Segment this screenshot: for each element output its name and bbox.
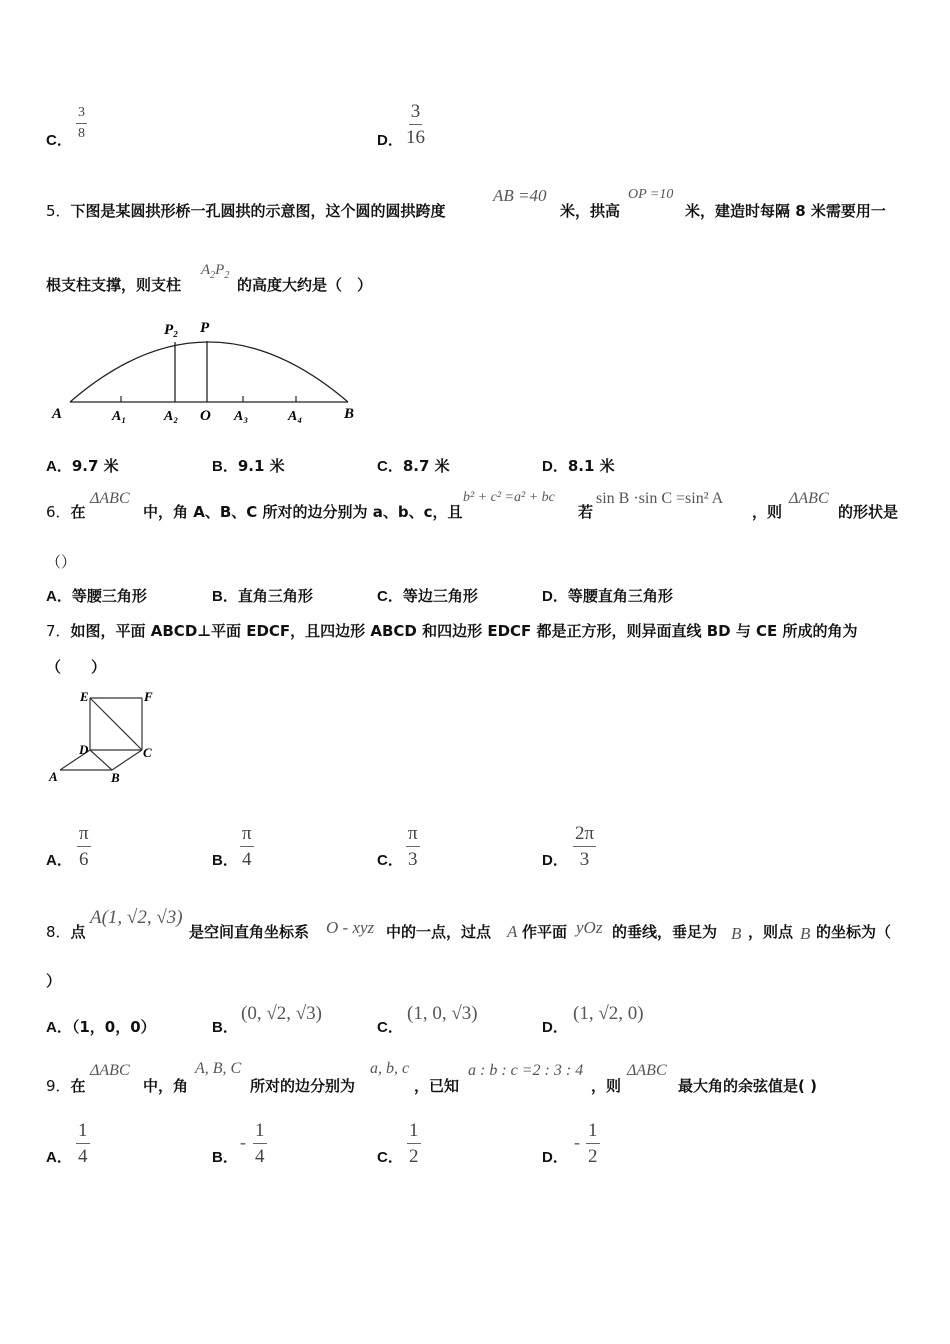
label-a2: A₂: [164, 409, 179, 424]
q5-option-c-label: C．: [377, 458, 403, 475]
q8-text-a: 点: [70, 923, 86, 941]
q7-option-d-label[interactable]: D．: [542, 852, 568, 869]
q8-option-a-text: （1，0，0）: [71, 1018, 156, 1036]
q9-number: 9．: [46, 1077, 71, 1095]
q6-text-c: 若: [578, 503, 594, 521]
label-a: A: [52, 406, 63, 422]
q7-c-denominator: 3: [408, 849, 418, 870]
label-a1: A₁: [112, 409, 127, 424]
q9-option-d-label[interactable]: D．: [542, 1149, 568, 1166]
q9-option-b-fraction: [253, 1121, 267, 1166]
q4-c-numerator: 3: [76, 106, 87, 124]
q9-option-d-fraction: [586, 1121, 600, 1166]
q9-option-a-fraction: [76, 1121, 90, 1166]
q6-text-a: 在: [70, 503, 86, 521]
q7-c-numerator: π: [406, 824, 420, 847]
q7-d-denominator: 3: [579, 849, 590, 870]
q5-a2p2-a: A: [201, 262, 211, 278]
q5-math-ab: AB =40: [493, 186, 547, 205]
q9-text-b: 中，角: [143, 1077, 189, 1095]
q9-text-a: 在: [70, 1077, 86, 1095]
q9-option-d-sign: -: [574, 1132, 580, 1152]
q7-b-denominator: 4: [242, 849, 252, 870]
q4-c-denominator: 8: [78, 126, 85, 141]
q5-text-e: 的高度大约是（ ）: [237, 276, 373, 294]
q8-text-b: 是空间直角坐标系: [189, 923, 310, 941]
q7-option-a-label[interactable]: A．: [46, 852, 72, 869]
q9-math-sides: a, b, c: [370, 1060, 410, 1077]
q4-option-c-fraction: [76, 106, 87, 141]
q5-option-d-text: 8.1 米: [567, 457, 615, 475]
q5-number: 5．: [46, 202, 71, 220]
q6-text-f: （）: [46, 553, 77, 571]
q7-option-d-fraction: [573, 824, 596, 869]
q6-line1-start: [46, 501, 86, 522]
q8-text-d: 作平面: [522, 923, 568, 941]
label-p: P: [200, 320, 210, 336]
q5-arch-figure: [40, 312, 370, 427]
q5-math-op: OP =10: [628, 187, 674, 202]
q6-math-tri-1: ΔABC: [90, 490, 130, 507]
q6-math-cond: b² + c² =a² + bc: [463, 490, 555, 505]
q8-math-b-1: B: [731, 924, 742, 943]
q6-text-b: 中，角 A、B、C 所对的边分别为 a、b、c，且: [143, 503, 463, 521]
q5-text-b: 米，拱高: [560, 202, 621, 220]
q4-option-d-label: D．: [377, 132, 403, 149]
q8-text-f: ，则点: [748, 923, 794, 941]
q5-option-a-text: 9.7 米: [71, 457, 119, 475]
q4-d-denominator: 16: [406, 127, 425, 148]
q8-option-a-label: A．: [46, 1019, 72, 1036]
q6-option-d-text: 等腰直角三角形: [567, 587, 673, 605]
q9-math-tri-2: ΔABC: [627, 1062, 667, 1079]
q6-math-tri-2: ΔABC: [789, 490, 829, 507]
q8-option-a[interactable]: [46, 1016, 156, 1037]
q9-math-tri-1: ΔABC: [90, 1062, 130, 1079]
q5-option-d-label: D．: [542, 458, 568, 475]
q8-number: 8．: [46, 923, 71, 941]
q8-text-g: 的坐标为（: [816, 923, 892, 941]
q4-option-c-label: C．: [46, 132, 72, 149]
q6-option-a-text: 等腰三角形: [71, 587, 147, 605]
q9-d-numerator: 1: [586, 1121, 600, 1144]
q9-line1-start: [46, 1075, 86, 1096]
q5-option-b-label: B．: [212, 458, 238, 475]
q9-option-c-fraction: [407, 1121, 421, 1166]
q6-option-d-label: D．: [542, 588, 568, 605]
q4-option-d-fraction: [406, 102, 425, 147]
q7-label-d: D: [79, 742, 89, 757]
q6-option-b[interactable]: [212, 585, 313, 606]
q7-option-a-fraction: [77, 824, 91, 869]
q5-text-a: 下图是某圆拱形桥一孔圆拱的示意图，这个圆的圆拱跨度: [70, 202, 446, 220]
q8-option-c-text: (1, 0, √3): [407, 1003, 478, 1024]
q8-math-system: O - xyz: [326, 918, 375, 937]
q5-option-b[interactable]: [212, 455, 285, 476]
q9-c-denominator: 2: [409, 1146, 419, 1167]
q8-math-b-2: B: [800, 924, 811, 943]
q9-option-a-label[interactable]: A．: [46, 1149, 72, 1166]
q8-math-a: A: [507, 922, 518, 941]
q9-text-d: ，已知: [414, 1077, 460, 1095]
q5-a2p2-p: P: [215, 262, 225, 278]
q5-line1: [46, 200, 446, 221]
q6-number: 6．: [46, 503, 71, 521]
q9-option-c-label[interactable]: C．: [377, 1149, 403, 1166]
q8-option-c-label[interactable]: C．: [377, 1019, 403, 1036]
q9-b-denominator: 4: [255, 1146, 265, 1167]
q8-text-e: 的垂线，垂足为: [612, 923, 718, 941]
q8-option-d-text: (1, √2, 0): [573, 1003, 644, 1024]
q6-option-b-label: B．: [212, 588, 238, 605]
q8-option-b-label[interactable]: B．: [212, 1019, 238, 1036]
q7-text: 如图，平面 ABCD⊥平面 EDCF，且四边形 ABCD 和四边形 EDCF 都是正方形，则异面直线 BD 与 CE 所成的角为: [70, 622, 858, 640]
label-o: O: [200, 408, 211, 424]
q6-option-d[interactable]: [542, 585, 673, 606]
q8-math-plane: yOz: [576, 918, 603, 937]
q7-label-b: B: [111, 770, 120, 785]
q7-line1: [46, 620, 858, 641]
q7-option-c-label[interactable]: C．: [377, 852, 403, 869]
label-a3: A₃: [234, 409, 249, 424]
q7-number: 7．: [46, 622, 71, 640]
q9-text-c: 所对的边分别为: [250, 1077, 356, 1095]
q6-option-c-label: C．: [377, 588, 403, 605]
q6-text-d: ，则: [752, 503, 783, 521]
q9-text-e: ，则: [591, 1077, 622, 1095]
q7-text-b: （ ）: [46, 658, 107, 676]
q5-option-a[interactable]: [46, 455, 119, 476]
q8-line1-start: [46, 921, 86, 942]
q9-a-numerator: 1: [76, 1121, 90, 1144]
q5-math-a2p2: [201, 262, 229, 281]
q9-option-b-sign: -: [240, 1132, 246, 1152]
q9-math-angles: A, B, C: [195, 1060, 242, 1077]
q8-math-point: A(1, √2, √3): [90, 907, 183, 928]
q6-text-e: 的形状是: [838, 503, 899, 521]
q6-option-a[interactable]: [46, 585, 147, 606]
q6-option-c[interactable]: [377, 585, 478, 606]
q8-text-h: ）: [46, 972, 62, 990]
q6-option-a-label: A．: [46, 588, 72, 605]
q8-option-d-label[interactable]: D．: [542, 1019, 568, 1036]
q5-text-c: 米，建造时每隔 8 米需要用一: [685, 202, 886, 220]
q7-b-numerator: π: [240, 824, 254, 847]
q9-math-ratio: a : b : c =2 : 3 : 4: [468, 1062, 584, 1079]
q5-a2p2-sub1: 2: [210, 270, 216, 281]
label-p2: P₂: [164, 322, 179, 338]
q4-d-numerator: 3: [409, 102, 423, 125]
q5-option-c[interactable]: [377, 455, 450, 476]
q9-option-b-label[interactable]: B．: [212, 1149, 238, 1166]
q7-a-numerator: π: [77, 824, 91, 847]
q7-label-c: C: [143, 745, 152, 760]
q6-math-sin: sin B ·sin C =sin² A: [596, 490, 724, 507]
label-b: B: [344, 406, 355, 422]
q9-a-denominator: 4: [78, 1146, 88, 1167]
q9-d-denominator: 2: [588, 1146, 598, 1167]
q8-option-b-text: (0, √2, √3): [241, 1003, 323, 1024]
q7-a-denominator: 6: [79, 849, 89, 870]
q9-c-numerator: 1: [407, 1121, 421, 1144]
arch-curve: [70, 342, 348, 402]
q7-option-b-fraction: [240, 824, 254, 869]
q5-option-d[interactable]: [542, 455, 615, 476]
q8-text-c: 中的一点，过点: [386, 923, 492, 941]
q5-option-b-text: 9.1 米: [237, 457, 285, 475]
q7-label-e: E: [80, 689, 89, 704]
label-a4: A₄: [288, 409, 303, 424]
q5-option-a-label: A．: [46, 458, 72, 475]
q6-option-b-text: 直角三角形: [237, 587, 313, 605]
q7-option-b-label[interactable]: B．: [212, 852, 238, 869]
q5-a2p2-sub2: 2: [224, 270, 230, 281]
q7-label-f: F: [144, 689, 153, 704]
q7-label-a: A: [49, 769, 58, 784]
q5-text-d: 根支柱支撑，则支柱: [46, 276, 182, 294]
q6-option-c-text: 等边三角形: [402, 587, 478, 605]
q9-b-numerator: 1: [253, 1121, 267, 1144]
q5-option-c-text: 8.7 米: [402, 457, 450, 475]
q7-option-c-fraction: [406, 824, 420, 869]
q7-cube-figure: [44, 684, 164, 788]
q9-text-f: 最大角的余弦值是( ): [678, 1077, 817, 1095]
q7-d-numerator: 2π: [573, 824, 596, 847]
